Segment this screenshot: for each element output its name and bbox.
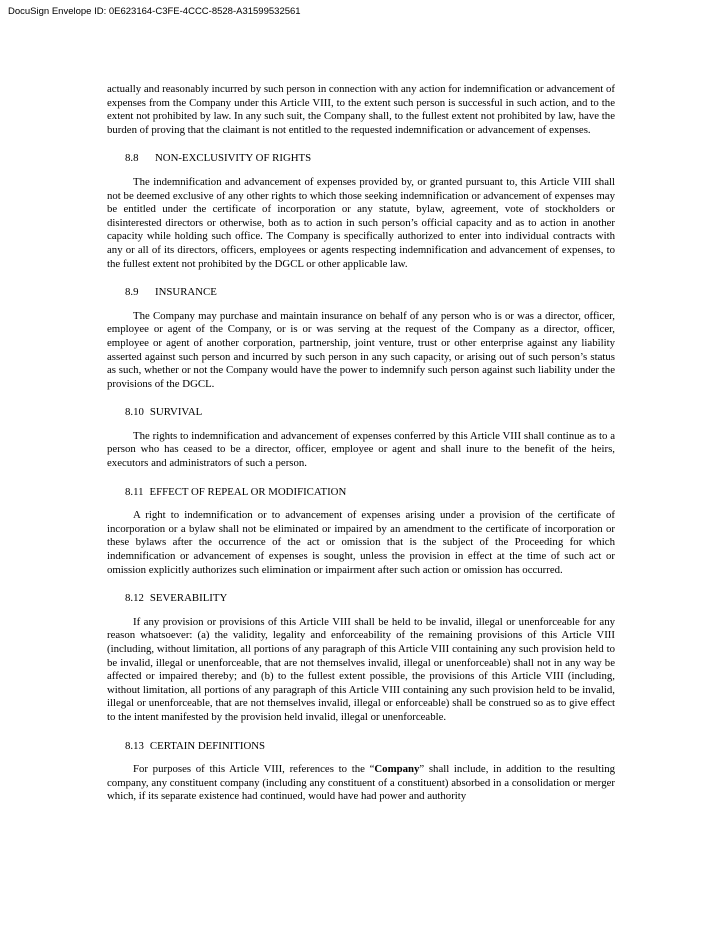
body-text: ” shall include, in addition to the resulting company, any constituent company (including any constituent of a constituent) absorbed in a consolidation or merger which, if its separate existence had continued, would have had power and authority: [107, 763, 616, 803]
section-body-8-8: The indemnification and advancement of expenses provided by, or granted pursuant to, this Article VIII shall not be deemed exclusive of any other rights to which those seeking indemnification or advancement of expenses may be entitled under the certificate of incorporation or any statute, bylaw, agreement, vote of stockholders or disinterested directors or otherwise, both as to action in such person’s official capacity and as to action in another capacity while holding such office. The Company is specifically authorized to enter into individual contracts with any or all of its directors, officers, employees or agents respecting indemnification and advancement of expenses, to the fullest extent not prohibited by the DGCL or other applicable law.: [107, 175, 615, 270]
section-body-8-12: If any provision or provisions of this Article VIII shall be held to be invalid, illegal or unenforceable for any reason whatsoever: (a) the validity, legality and enforceability of the remaining provisions of this Article VIII (including, without limitation, all portions of any paragraph of this Article VIII containing any such provision held to be invalid, illegal or unenforceable, that are not themselves invalid, illegal or unenforceable) shall not in any way be affected or impaired thereby; and (b) to the fullest extent possible, the provisions of this Article VIII (including, without limitation, all portions of any paragraph of this Article VIII containing any such provision held to be invalid, illegal or unenforceable, that are not themselves invalid, illegal or enforceable) shall be construed so as to give effect to the intent manifested by the provision held invalid, illegal or unenforceable.: [107, 615, 615, 723]
section-heading-8-9: [125, 286, 615, 300]
section-heading-8-10: [125, 406, 615, 420]
section-title: SEVERABILITY: [149, 592, 228, 605]
section-number: 8.13: [125, 739, 144, 752]
section-body-8-9: The Company may purchase and maintain insurance on behalf of any person who is or was a director, officer, employee or agent of the Company, or is or was serving at the request of the Company as a director, officer, employee or agent of another corporation, partnership, joint venture, trust or other enterprise against any liability asserted against such person and incurred by such person in any such capacity, or arising out of such person’s status as such, whether or not the Company would have the power to indemnify such person against such liability under the provisions of the DGCL.: [107, 309, 615, 390]
section-body-8-11: A right to indemnification or to advancement of expenses arising under a provision of the certificate of incorporation or a bylaw shall not be eliminated or impaired by an amendment to the certificate of incorporation or these bylaws after the occurrence of the act or omission that is the subject of the Proceeding for which indemnification or advancement of expenses is sought, unless the provision in effect at the time of such act or omission explicitly authorizes such elimination or impairment after such action or omission has occurred.: [107, 509, 615, 576]
section-body-8-13: [107, 763, 615, 804]
section-number: 8.11: [125, 485, 144, 498]
section-title: INSURANCE: [155, 286, 217, 299]
section-heading-8-8: [125, 152, 615, 166]
section-title: CERTAIN DEFINITIONS: [149, 739, 266, 752]
section-title: NON-EXCLUSIVITY OF RIGHTS: [155, 152, 312, 165]
section-body-8-10: The rights to indemnification and advancement of expenses conferred by this Article VIII shall continue as to a person who has ceased to be a director, officer, employee or agent and shall inure to the benefit of the heirs, executors and administrators of such a person.: [107, 429, 615, 470]
section-title: EFFECT OF REPEAL OR MODIFICATION: [149, 485, 347, 498]
section-heading-8-11: [125, 486, 615, 500]
section-heading-8-13: [125, 740, 615, 754]
section-title: SURVIVAL: [149, 406, 203, 419]
body-text: For purposes of this Article VIII, references to the “: [133, 763, 375, 776]
section-number: 8.12: [125, 592, 144, 605]
envelope-id: DocuSign Envelope ID: 0E623164-C3FE-4CCC-8528-A31599532561: [8, 6, 301, 17]
section-heading-8-12: [125, 592, 615, 606]
section-number: 8.8: [125, 152, 139, 165]
section-number: 8.9: [125, 286, 139, 299]
section-number: 8.10: [125, 406, 144, 419]
intro-paragraph: actually and reasonably incurred by such person in connection with any action for indemnification or advancement of expenses from the Company under this Article VIII, to the extent such person is successful in such action, and to the extent not prohibited by law. In any such suit, the Company shall, to the fullest extent not prohibited by law, have the burden of proving that the claimant is not entitled to the requested indemnification or advancement of expenses.: [107, 83, 615, 136]
defined-term-company: Company: [374, 763, 420, 776]
document-body: [107, 83, 615, 804]
